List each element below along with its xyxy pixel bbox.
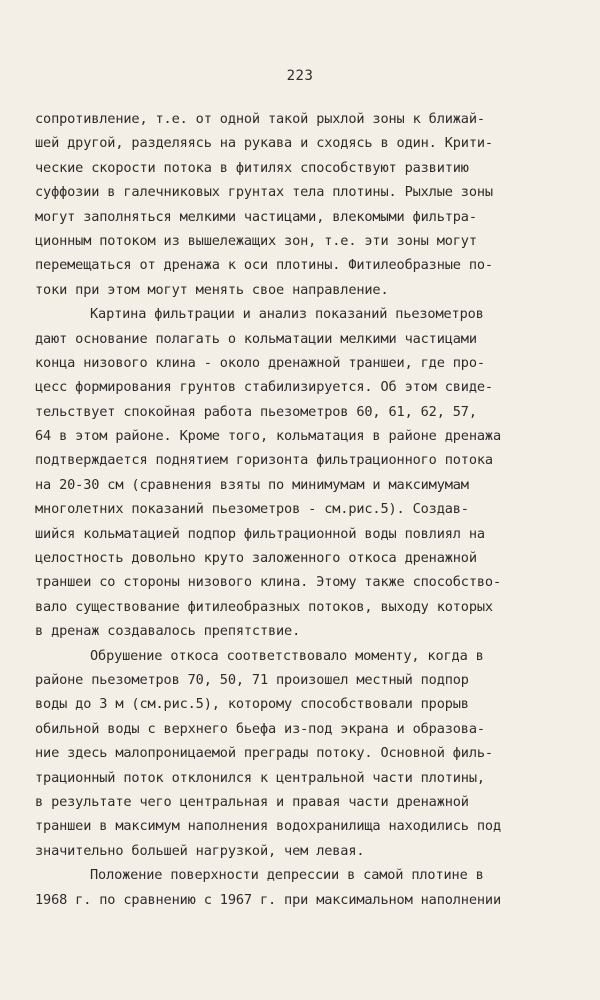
- text-line: траншеи со стороны низового клина. Этому также способство-: [35, 574, 501, 591]
- page-number: 223: [286, 68, 314, 84]
- text-line: подтверждается поднятием горизонта фильтрационного потока: [35, 452, 493, 469]
- text-line: суффозии в галечниковых грунтах тела плотины. Рыхлые зоны: [35, 184, 493, 201]
- text-line: траншеи в максимум наполнения водохранилища находились под: [35, 818, 501, 835]
- text-line: шийся кольматацией подпор фильтрационной воды повлиял на: [35, 525, 485, 542]
- text-line: многолетних показаний пьезометров - см.рис.5). Создав-: [35, 501, 469, 518]
- text-line: целостность довольно круто заложенного откоса дренажной: [35, 550, 477, 567]
- text-line: дают основание полагать о кольматации мелкими частицами: [35, 330, 477, 347]
- text-line: вало существование фитилеобразных потоков, выходу которых: [35, 598, 493, 615]
- text-line: ческие скорости потока в фитилях способствуют развитию: [35, 159, 469, 176]
- text-line: в результате чего центральная и правая части дренажной: [35, 793, 469, 810]
- text-line: воды до 3 м (см.рис.5), которому способствовали прорыв: [35, 696, 469, 713]
- text-line: ние здесь малопроницаемой преграды потоку. Основной филь-: [35, 745, 493, 762]
- text-line: цесс формирования грунтов стабилизируется. Об этом свиде-: [35, 379, 493, 396]
- text-line: значительно большей нагрузкой, чем левая.: [35, 842, 365, 859]
- text-line: на 20-30 см (сравнения взяты по минимумам и максимумам: [35, 476, 469, 493]
- text-line: могут заполняться мелкими частицами, влекомыми фильтра-: [35, 208, 477, 225]
- text-line: в дренаж создавалось препятствие.: [35, 623, 301, 640]
- text-line: Положение поверхности депрессии в самой плотине в: [90, 867, 484, 884]
- text-line: Обрушение откоса соответствовало моменту, когда в: [90, 647, 484, 664]
- text-line: сопротивление, т.е. от одной такой рыхлой зоны к ближай-: [35, 111, 485, 127]
- text-line: ционным потоком из вышележащих зон, т.е. эти зоны могут: [35, 232, 477, 249]
- text-line: тельствует спокойная работа пьезометров 60, 61, 62, 57,: [35, 403, 477, 420]
- text-line: токи при этом могут менять свое направление.: [35, 281, 389, 298]
- text-line: 1968 г. по сравнению с 1967 г. при максимальном наполнении: [35, 891, 501, 908]
- text-line: обильной воды с верхнего бьефа из-под экрана и образова-: [35, 720, 485, 737]
- body-text: [35, 107, 575, 912]
- text-line: шей другой, разделяясь на рукава и сходясь в один. Крити-: [35, 135, 493, 152]
- text-line: 64 в этом районе. Кроме того, кольматация в районе дренажа: [35, 428, 501, 445]
- text-line: конца низового клина - около дренажной траншеи, где про-: [35, 354, 485, 371]
- text-line: Картина фильтрации и анализ показаний пьезометров: [90, 306, 484, 323]
- text-line: районе пьезометров 70, 50, 71 произошел местный подпор: [35, 671, 469, 688]
- text-line: трационный поток отклонился к центральной части плотины,: [35, 769, 485, 786]
- text-line: перемещаться от дренажа к оси плотины. Фитилеобразные по-: [35, 257, 493, 274]
